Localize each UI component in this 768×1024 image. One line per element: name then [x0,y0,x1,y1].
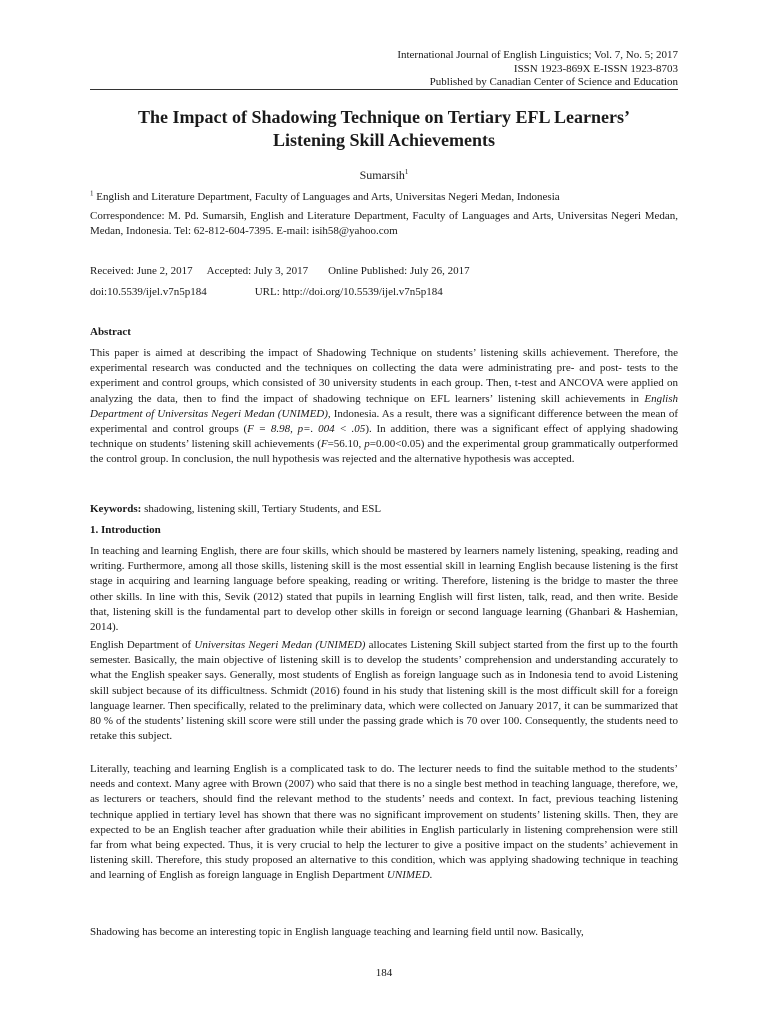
p2-text-a: English Department of [90,639,195,651]
abstract-text-1: This paper is aimed at describing the impact of Shadowing Technique on students’ listening skills achievement. Therefore, the experimental research was conducted and the techniques on collecting the data were administrating pre- and post- tests to the experiment and control groups, which consisted of 30 university students in each group. Then, t-test and ANCOVA were applied on analyzing the data, then to find the impact of shadowing technique on EFL learners’ listening skill achievements in [90,347,678,405]
keywords-label: Keywords: [90,503,142,515]
keywords [90,502,678,517]
doi-text: doi:10.5539/ijel.v7n5p184 [90,286,207,298]
abstract-italic-4: p [364,438,370,451]
author-name [90,168,678,182]
affiliation-text: English and Literature Department, Faculty of Languages and Arts, Universitas Negeri Medan, Indonesia [96,191,560,203]
abstract-text-2: Indonesia. As a result, there was a significant difference between the mean of experimental and control groups ( [90,407,678,436]
abstract-text-5: =0.00<0.05) and the experimental group grammatically outperformed the control group. In conclusion, the null hypothesis was rejected and the alternative hypothesis was accepted. [90,438,678,466]
issn-line: ISSN 1923-869X E-ISSN 1923-8703 [513,62,678,75]
affiliation-marker: 1 [90,189,94,198]
intro-paragraph-4: Shadowing has become an interesting topic in English language teaching and learning field until now. Basically, [90,926,584,938]
p3-text-a: Literally, teaching and learning English is a complicated task to do. The lecturer needs to find the suitable method to the students’ needs and context. Many agree with Brown (2007) who said that there is no a single best method in teaching language, therefore, we, as lecturers or teachers, should find the relevant method to the students’ needs and context. In fact, previous teaching listening technique applied in tertiary level has shown that there was no significant improvement on students’ listening skills. Then, they are expected to be an English teacher after graduation while their abilities in English particularly in listening comprehension were still far from what being expected. Thus, it is very crucial to help the lecturer to give a positive impact on the students’ achievement in listening skill. Therefore, this study proposed an alternative to this condition, which was applying shadowing technique in teaching and learning of English as foreign language in English Department [90,763,678,882]
doi-url[interactable]: URL: http://doi.org/10.5539/ijel.v7n5p184 [254,286,443,298]
abstract-text-3: ). In addition, there was a significant effect of applying shadowing technique on students’ listening skill achievements ( [90,423,678,451]
p2-italic: Universitas Negeri Medan (UNIMED) [194,639,366,651]
abstract-text-4: =56.10, [327,438,365,451]
correspondence: Correspondence: M. Pd. Sumarsih, English and Literature Department, Faculty of Languages and Arts, Universitas Negeri Medan, Medan, Indonesia. Tel: 62-812-604-7395. E-mail: isih58@yahoo.com [90,210,678,238]
abstract-body [90,346,678,468]
journal-line: International Journal of English Linguistics; Vol. 7, No. 5; 2017 [397,49,678,61]
author-affiliation-marker: 1 [404,168,409,176]
intro-paragraph-2 [90,638,678,744]
abstract-italic-3: F [320,438,328,451]
author-name-text: Sumarsih [359,168,405,182]
received-date: Received: June 2, 2017 [90,265,193,277]
abstract-italic-2: F = 8.98, p=. 004 < .05 [247,423,366,436]
p3-italic: UNIMED. [386,869,433,882]
paper-title [90,106,678,152]
p2-text-b: allocates Listening Skill subject started from the first up to the fourth semester. Basically, the main objective of listening skill is to develop the students’ comprehension and understanding accurately to what the English speaker says. Generally, most students of English as foreign language such as in Indonesia tend to avoid Listening skill subject because of its difficultness. Schmidt (2016) found in his study that listening skill is the most difficult skill for a foreign language learner. Then specifically, related to the preliminary data, which were collected on January 2017, it can be summarized that 80 % of the students’ listening skill score were still under the passing grade which is 70 over 100. Consequently, the students need to retake this subject. [90,639,678,743]
header-divider [90,89,678,90]
abstract-heading: Abstract [90,326,131,338]
published-date: Online Published: July 26, 2017 [328,265,470,277]
intro-paragraph-3 [90,762,678,884]
publication-dates [90,264,678,279]
journal-header [258,49,678,90]
page-number: 184 [375,967,393,979]
title-line-2: Listening Skill Achievements [272,130,496,150]
affiliation [90,190,678,205]
keywords-text: shadowing, listening skill, Tertiary Students, and ESL [141,503,382,515]
introduction-heading: 1. Introduction [90,524,161,536]
title-line-1: The Impact of Shadowing Technique on Tertiary EFL Learners’ [137,107,631,127]
accepted-date: Accepted: July 3, 2017 [206,265,309,277]
publisher-line: Published by Canadian Center of Science and Education [429,76,678,89]
intro-paragraph-1: In teaching and learning English, there are four skills, which should be mastered by learners namely listening, speaking, reading and writing. Furthermore, among all those skills, listening skill is the most essential skill in learning English because listening is the first stage in acquiring and learning language before speaking, reading or writing. Therefore, listening is the bridge to master the three other skills. In line with this, Sevik (2012) stated that pupils in learning English will first listen, talk, read, and then write. Beside that, listening skill is the fundamental part to develop other skills in foreign or second language learning (Ghanbari & Hashemian, 2014). [90,545,678,634]
abstract-italic-1: English Department of Universitas Negeri Medan (UNIMED), [90,392,678,420]
doi-line [90,285,678,300]
